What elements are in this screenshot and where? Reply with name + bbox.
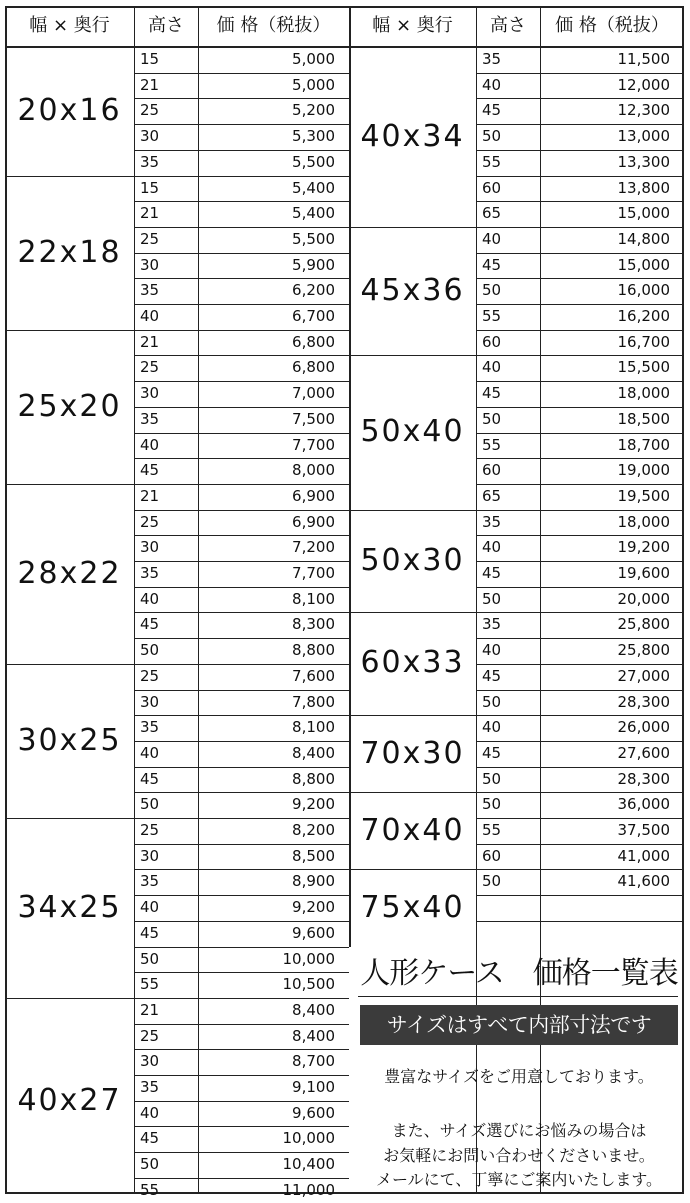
price-cell: 15,000 [617, 255, 670, 274]
row-divider [134, 1178, 349, 1179]
price-cell: 7,500 [292, 409, 335, 428]
row-divider [134, 381, 349, 382]
height-cell: 30 [140, 538, 160, 557]
size-label: 70x40 [360, 813, 465, 849]
price-cell: 19,500 [617, 486, 670, 505]
size-label: 25x20 [17, 388, 122, 424]
height-cell: 40 [482, 641, 502, 660]
height-cell: 60 [482, 332, 502, 351]
height-cell: 50 [482, 692, 502, 711]
height-cell: 35 [140, 409, 160, 428]
height-cell: 40 [482, 229, 502, 248]
row-divider [134, 1152, 349, 1153]
row-divider [476, 921, 684, 922]
row-divider [476, 664, 684, 665]
height-cell [476, 895, 540, 921]
height-cell: 45 [140, 461, 160, 480]
height-cell: 55 [482, 821, 502, 839]
info-text-line: 豊富なサイズをご用意しております。 [384, 1067, 654, 1086]
height-cell: 25 [140, 358, 160, 377]
row-divider [476, 741, 684, 742]
price-cell: 25,800 [617, 641, 670, 660]
price-list-title: 人形ケース 価格一覧表 [360, 956, 678, 991]
price-cell: 8,800 [292, 769, 335, 788]
height-cell: 55 [482, 307, 502, 325]
row-divider [476, 150, 684, 151]
row-divider [134, 1126, 349, 1127]
price-cell: 19,200 [617, 538, 670, 557]
height-cell: 45 [140, 615, 160, 634]
height-cell: 50 [482, 795, 502, 814]
row-divider [476, 690, 684, 691]
size-label: 40x27 [17, 1082, 122, 1118]
height-cell: 45 [482, 666, 502, 685]
height-cell: 35 [140, 1078, 160, 1096]
height-cell: 30 [140, 846, 160, 865]
row-divider [476, 407, 684, 408]
height-cell: 45 [482, 564, 502, 582]
row-divider [134, 844, 349, 845]
price-cell: 5,500 [292, 229, 335, 248]
price-cell: 5,400 [292, 204, 335, 223]
height-cell: 30 [140, 255, 160, 274]
info-text-line: また、サイズ選びにお悩みの場合は [391, 1121, 647, 1140]
size-label: 40x34 [360, 119, 465, 154]
row-divider [134, 227, 349, 228]
price-cell: 5,000 [292, 50, 335, 68]
price-cell: 7,800 [292, 692, 335, 711]
price-cell: 8,400 [292, 743, 335, 762]
row-divider [134, 278, 349, 279]
inner-dimensions-banner: サイズはすべて内部寸法です [360, 1005, 678, 1045]
height-cell: 30 [140, 384, 160, 403]
price-cell: 12,300 [617, 101, 670, 120]
height-cell: 25 [140, 229, 160, 248]
size-label: 45x36 [360, 272, 465, 308]
height-cell: 35 [482, 615, 502, 634]
price-cell: 41,600 [617, 872, 670, 891]
row-divider [476, 253, 684, 254]
price-cell: 18,700 [617, 435, 670, 454]
price-cell: 5,200 [292, 101, 335, 120]
row-divider [134, 895, 349, 896]
row-divider [476, 304, 684, 305]
row-divider [134, 1049, 349, 1050]
height-cell: 55 [482, 152, 502, 171]
price-cell: 8,300 [292, 615, 335, 634]
column-header: 幅 × 奥行 [29, 15, 110, 36]
height-cell: 35 [482, 512, 502, 531]
price-cell: 8,100 [292, 718, 335, 737]
price-cell: 10,400 [282, 1155, 335, 1174]
price-cell: 41,000 [617, 846, 670, 865]
size-label: 50x40 [360, 414, 465, 450]
height-cell: 40 [482, 358, 502, 377]
row-divider [134, 715, 349, 716]
price-cell: 8,000 [292, 461, 335, 480]
price-cell: 9,200 [292, 795, 335, 814]
price-cell: 8,400 [292, 1026, 335, 1045]
price-cell: 8,900 [292, 872, 335, 891]
row-divider [476, 587, 684, 588]
size-label: 30x25 [17, 722, 122, 758]
height-cell: 50 [482, 409, 502, 428]
row-divider [134, 612, 349, 613]
price-cell: 11,000 [282, 1180, 335, 1199]
height-cell: 45 [482, 743, 502, 762]
price-cell: 8,200 [292, 821, 335, 839]
price-cell: 19,600 [617, 564, 670, 582]
row-divider [134, 1024, 349, 1025]
price-cell: 18,000 [617, 512, 670, 531]
height-cell: 50 [140, 949, 160, 968]
height-cell: 21 [140, 75, 160, 94]
height-cell: 40 [482, 538, 502, 557]
height-cell: 50 [482, 872, 502, 891]
price-cell: 6,800 [292, 358, 335, 377]
height-cell: 55 [140, 975, 160, 994]
row-divider [134, 433, 349, 434]
size-label: 60x33 [360, 645, 465, 681]
row-divider [134, 73, 349, 74]
price-cell: 26,000 [617, 718, 670, 737]
height-cell: 40 [482, 718, 502, 737]
price-cell: 6,900 [292, 486, 335, 505]
price-cell: 27,000 [617, 666, 670, 685]
size-label: 50x30 [360, 542, 465, 578]
row-divider [134, 304, 349, 305]
row-divider [134, 869, 349, 870]
height-cell: 35 [140, 152, 160, 171]
price-cell: 18,500 [617, 409, 670, 428]
row-divider [134, 741, 349, 742]
height-cell: 35 [140, 872, 160, 891]
row-divider [134, 921, 349, 922]
price-cell: 28,300 [617, 692, 670, 711]
row-divider [476, 98, 684, 99]
row-divider [476, 458, 684, 459]
height-cell: 21 [140, 204, 160, 223]
height-cell: 45 [140, 923, 160, 942]
price-cell: 25,800 [617, 615, 670, 634]
row-divider [134, 767, 349, 768]
price-cell: 5,400 [292, 178, 335, 197]
price-cell: 9,100 [292, 1078, 335, 1096]
row-divider [134, 253, 349, 254]
row-divider [476, 201, 684, 202]
price-cell: 37,500 [617, 821, 670, 839]
row-divider [134, 587, 349, 588]
row-divider [134, 638, 349, 639]
row-divider [476, 330, 684, 331]
height-cell: 65 [482, 486, 502, 505]
price-cell: 10,000 [282, 949, 335, 968]
price-cell: 10,500 [282, 975, 335, 994]
height-cell: 60 [482, 178, 502, 197]
size-label: 20x16 [17, 93, 122, 128]
column-header: 幅 × 奥行 [372, 15, 453, 36]
height-cell: 40 [140, 898, 160, 917]
height-cell: 45 [140, 769, 160, 788]
price-cell: 8,400 [292, 1000, 335, 1019]
column-header: 価 格（税抜） [555, 15, 669, 36]
row-divider [134, 561, 349, 562]
row-divider [134, 972, 349, 973]
height-cell: 40 [140, 1103, 160, 1122]
size-label: 28x22 [17, 555, 122, 591]
row-divider [134, 690, 349, 691]
price-cell: 9,600 [292, 923, 335, 942]
price-cell: 6,800 [292, 332, 335, 351]
row-divider [476, 124, 684, 125]
size-label: 22x18 [17, 234, 122, 270]
height-cell: 25 [140, 512, 160, 531]
height-cell: 25 [140, 821, 160, 839]
row-divider [134, 792, 349, 793]
price-cell: 11,500 [617, 50, 670, 68]
height-cell: 50 [140, 641, 160, 660]
price-cell [540, 895, 684, 921]
price-cell: 27,600 [617, 743, 670, 762]
row-divider [134, 535, 349, 536]
height-cell: 35 [140, 281, 160, 300]
height-cell: 35 [140, 564, 160, 582]
height-cell: 15 [140, 50, 160, 68]
row-divider [134, 1075, 349, 1076]
column-header: 価 格（税抜） [216, 15, 331, 36]
height-cell: 65 [482, 204, 502, 223]
height-cell: 30 [140, 692, 160, 711]
title-underline [358, 996, 678, 997]
height-cell: 50 [482, 281, 502, 300]
price-cell: 18,000 [617, 384, 670, 403]
price-cell [540, 921, 684, 947]
row-divider [476, 381, 684, 382]
height-cell: 21 [140, 1000, 160, 1019]
height-cell: 21 [140, 486, 160, 505]
row-divider [134, 458, 349, 459]
price-cell: 9,600 [292, 1103, 335, 1122]
row-divider [476, 638, 684, 639]
price-cell: 5,000 [292, 75, 335, 94]
price-cell: 6,200 [292, 281, 335, 300]
height-cell: 15 [140, 178, 160, 197]
price-cell: 28,300 [617, 769, 670, 788]
price-cell: 5,900 [292, 255, 335, 274]
row-divider [134, 201, 349, 202]
price-cell: 13,800 [617, 178, 670, 197]
height-cell: 60 [482, 846, 502, 865]
price-cell: 5,500 [292, 152, 335, 171]
height-cell: 45 [482, 101, 502, 120]
height-cell: 50 [482, 769, 502, 788]
row-divider [134, 510, 349, 511]
height-cell: 50 [482, 127, 502, 146]
height-cell [476, 921, 540, 947]
row-divider [134, 124, 349, 125]
price-cell: 7,600 [292, 666, 335, 685]
price-cell: 7,700 [292, 564, 335, 582]
price-cell: 20,000 [617, 589, 670, 608]
size-label: 34x25 [17, 890, 122, 925]
price-cell: 8,700 [292, 1052, 335, 1071]
price-cell: 7,200 [292, 538, 335, 557]
height-cell: 40 [140, 307, 160, 325]
height-cell: 21 [140, 332, 160, 351]
column-header: 高さ [148, 15, 184, 36]
price-cell: 19,000 [617, 461, 670, 480]
height-cell: 35 [482, 50, 502, 68]
column-header: 高さ [490, 15, 526, 36]
price-cell: 6,700 [292, 307, 335, 325]
height-cell: 25 [140, 101, 160, 120]
height-cell: 60 [482, 461, 502, 480]
row-divider [476, 767, 684, 768]
height-cell: 40 [140, 743, 160, 762]
height-cell: 35 [140, 718, 160, 737]
row-divider [476, 895, 684, 896]
price-cell: 7,000 [292, 384, 335, 403]
height-cell: 45 [140, 1129, 160, 1148]
height-cell: 40 [140, 589, 160, 608]
price-cell: 15,500 [617, 358, 670, 377]
price-cell: 7,700 [292, 435, 335, 454]
price-cell: 5,300 [292, 127, 335, 146]
row-divider [134, 98, 349, 99]
height-cell: 55 [140, 1180, 160, 1199]
height-cell: 50 [140, 795, 160, 814]
height-cell: 45 [482, 384, 502, 403]
row-divider [134, 1101, 349, 1102]
price-cell: 14,800 [617, 229, 670, 248]
row-divider [476, 535, 684, 536]
height-cell: 45 [482, 255, 502, 274]
row-divider [476, 176, 684, 177]
height-cell: 25 [140, 666, 160, 685]
row-divider [134, 150, 349, 151]
row-divider [476, 73, 684, 74]
price-cell: 13,000 [617, 127, 670, 146]
price-cell: 12,000 [617, 75, 670, 94]
height-cell: 55 [482, 435, 502, 454]
row-divider [476, 433, 684, 434]
price-cell: 16,200 [617, 307, 670, 325]
height-cell: 50 [140, 1155, 160, 1174]
row-divider [476, 844, 684, 845]
row-divider [476, 484, 684, 485]
row-divider [134, 407, 349, 408]
price-cell: 15,000 [617, 204, 670, 223]
price-cell: 36,000 [617, 795, 670, 814]
row-divider [134, 947, 349, 948]
price-cell: 13,300 [617, 152, 670, 171]
price-cell: 8,800 [292, 641, 335, 660]
row-divider [476, 561, 684, 562]
row-divider [476, 818, 684, 819]
height-cell: 30 [140, 1052, 160, 1071]
price-cell: 16,000 [617, 281, 670, 300]
row-divider [134, 355, 349, 356]
price-cell: 10,000 [282, 1129, 335, 1148]
price-cell: 9,200 [292, 898, 335, 917]
height-cell: 40 [140, 435, 160, 454]
height-cell: 50 [482, 589, 502, 608]
price-cell: 6,900 [292, 512, 335, 531]
height-cell: 30 [140, 127, 160, 146]
size-label: 70x30 [360, 736, 465, 772]
price-cell: 8,500 [292, 846, 335, 865]
row-divider [476, 278, 684, 279]
info-text-line: メールにて、丁寧にご案内いたします。 [375, 1170, 663, 1189]
height-cell: 25 [140, 1026, 160, 1045]
size-label: 75x40 [360, 890, 465, 926]
price-cell: 8,100 [292, 589, 335, 608]
price-cell: 16,700 [617, 332, 670, 351]
height-cell: 40 [482, 75, 502, 94]
info-text-line: お気軽にお問い合わせくださいませ。 [383, 1146, 655, 1165]
